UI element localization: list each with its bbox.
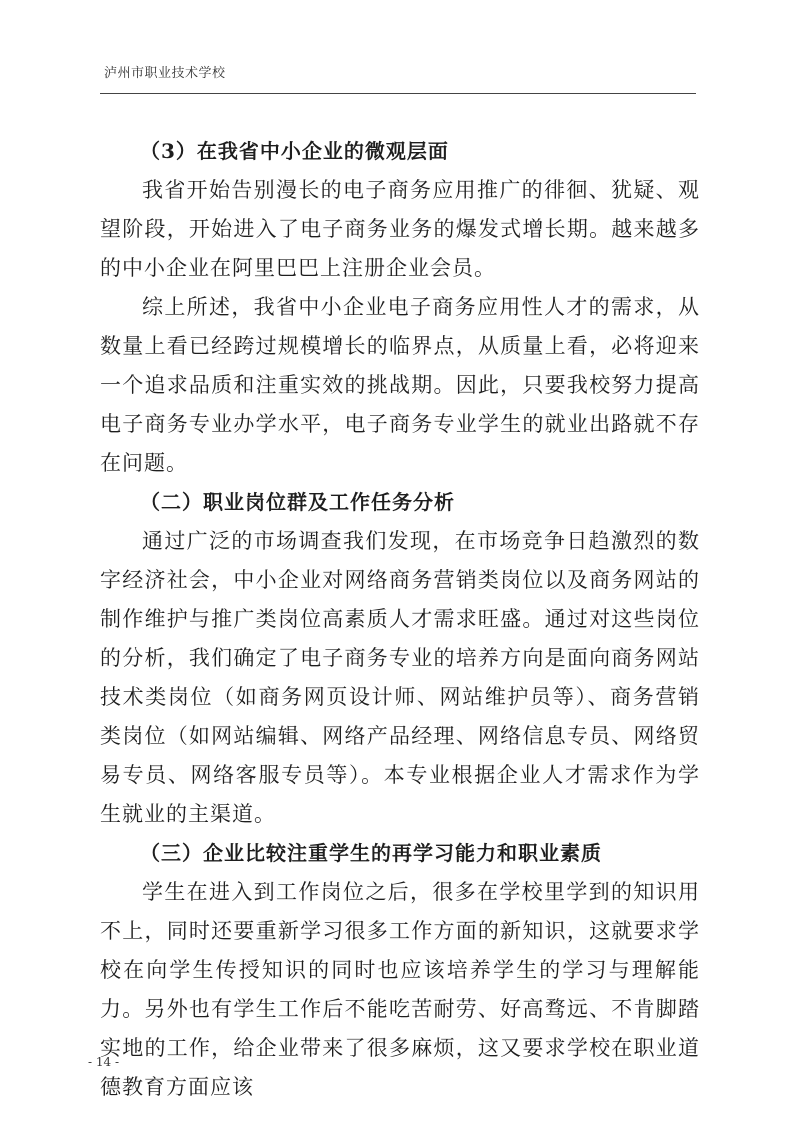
body-paragraph: 我省开始告别漫长的电子商务应用推广的徘徊、犹疑、观望阶段，开始进入了电子商务业务的爆发式增长期。越来越多的中小企业在阿里巴巴上注册企业会员。 [100,178,700,280]
section-heading: （三）企业比较注重学生的再学习能力和职业素质 [140,841,602,865]
section-heading: （3）在我省中小企业的微观层面 [140,139,449,163]
section-heading: （二）职业岗位群及工作任务分析 [140,490,455,514]
document-body [100,132,700,1107]
body-paragraph: 通过广泛的市场调查我们发现，在市场竞争日趋激烈的数字经济社会，中小企业对网络商务营销类岗位以及商务网站的制作维护与推广类岗位高素质人才需求旺盛。通过对这些岗位的分析，我们确定了电子商务专业的培养方向是面向商务网站技术类岗位（如商务网页设计师、网站维护员等）、商务营销类岗位（如网站编辑、网络产品经理、网络信息专员、网络贸易专员、网络客服专员等）。本专业根据企业人才需求作为学生就业的主渠道。 [100,529,700,826]
page-number: - 14 - [88,1055,120,1069]
body-paragraph: 综上所述，我省中小企业电子商务应用性人才的需求，从数量上看已经跨过规模增长的临界点，从质量上看，必将迎来一个追求品质和注重实效的挑战期。因此，只要我校努力提高电子商务专业办学水平，电子商务专业学生的就业出路就不存在问题。 [100,295,700,475]
body-paragraph: 学生在进入到工作岗位之后，很多在学校里学到的知识用不上，同时还要重新学习很多工作方面的新知识，这就要求学校在向学生传授知识的同时也应该培养学生的学习与理解能力。另外也有学生工作后不能吃苦耐劳、好高骛远、不肯脚踏实地的工作，给企业带来了很多麻烦，这又要求学校在职业道德教育方面应该 [100,880,700,1099]
document-header: 泸州市职业技术学校 [104,66,226,81]
header-divider [100,93,696,94]
